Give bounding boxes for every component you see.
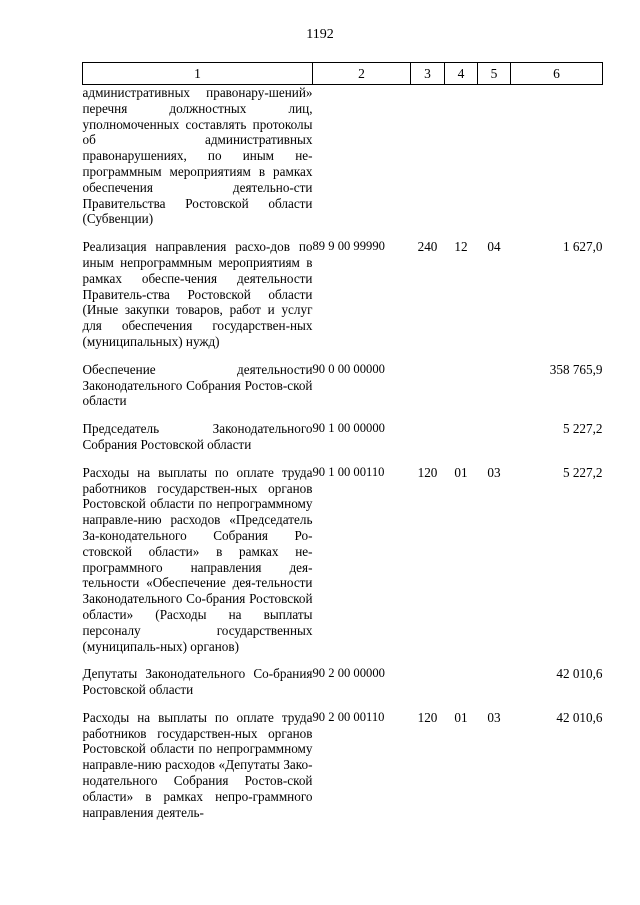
row-col-5	[478, 356, 511, 415]
row-col-5: 03	[487, 709, 501, 725]
row-amount	[511, 85, 603, 234]
row-col-3	[411, 660, 445, 704]
header-col-3: 3	[411, 63, 445, 85]
header-col-2: 2	[313, 63, 411, 85]
table-row	[83, 459, 603, 661]
row-col-3: 120	[417, 709, 438, 725]
row-col-3	[411, 85, 445, 234]
row-code: 90 1 00 00110	[312, 464, 385, 479]
row-amount: 5 227,2	[562, 421, 603, 437]
row-description: Расходы на выплаты по оплате труда работников государствен-ных органов Ростовской области по непрограммному направле-нию расходов «Председатель За-конодательного Собрания Ро-стовской области» в рамках не-программного направления дея-тельности «Обеспечение дея-тельности Законодательного Со-брания Ростовской области» (Расходы на выплаты персоналу государственных (муниципаль-ных) органов)	[82, 464, 313, 654]
row-col-4	[445, 415, 478, 459]
row-code: 89 9 00 99990	[312, 239, 385, 254]
header-col-5: 5	[478, 63, 511, 85]
row-amount: 5 227,2	[562, 464, 603, 480]
table-row	[83, 415, 603, 459]
row-code: 90 0 00 00000	[312, 361, 385, 376]
row-description: Обеспечение деятельности Законодательного Собрания Ростов-ской области	[82, 361, 313, 409]
row-description: Депутаты Законодательного Со-брания Ростовской области	[82, 666, 313, 698]
row-col-4	[445, 85, 478, 234]
row-amount: 42 010,6	[556, 666, 603, 682]
row-code: 90 2 00 00110	[312, 709, 385, 724]
header-col-6: 6	[511, 63, 603, 85]
row-col-5	[478, 660, 511, 704]
table-row	[83, 233, 603, 356]
row-col-4: 12	[454, 239, 468, 255]
row-amount: 1 627,0	[562, 239, 603, 255]
row-col-5: 03	[487, 464, 501, 480]
row-col-4: 01	[454, 709, 468, 725]
row-col-5: 04	[487, 239, 501, 255]
row-col-4: 01	[454, 464, 468, 480]
row-col-5	[478, 85, 511, 234]
row-description: Председатель Законодательного Собрания Ростовской области	[82, 421, 313, 452]
header-col-1: 1	[83, 63, 313, 85]
row-code	[313, 85, 411, 234]
table-row	[83, 85, 603, 234]
row-col-3: 120	[417, 464, 438, 480]
row-code: 90 2 00 00000	[312, 666, 385, 681]
page-number: 1192	[306, 27, 334, 42]
row-description: Расходы на выплаты по оплате труда работников государствен-ных органов Ростовской области по непрограммному направле-нию расходов «Депутаты Зако-нодательного Собрания Ростов-ской области» в рамках непро-граммного направления деятель-	[82, 709, 313, 820]
row-code: 90 1 00 00000	[312, 421, 385, 436]
table-row	[83, 704, 603, 827]
row-col-3: 240	[417, 239, 438, 255]
row-col-4	[445, 660, 478, 704]
budget-table	[82, 62, 603, 826]
header-col-4: 4	[445, 63, 478, 85]
row-amount: 358 765,9	[549, 361, 603, 377]
row-description: административных правонару-шений» перечня должностных лиц, уполномоченных составлять протоколы об административных правонарушениях, по иным не-программным мероприятиям в рамках обеспечения деятельно-сти Правительства Ростовской области (Субвенции)	[82, 85, 313, 227]
row-description: Реализация направления расхо-дов по иным непрограммным мероприятиям в рамках обеспе-чения деятельности Правитель-ства Ростовской области (Иные закупки товаров, работ и услуг для обеспечения государствен-ных (муниципальных) нужд)	[82, 239, 313, 349]
row-col-5	[478, 415, 511, 459]
row-col-4	[445, 356, 478, 415]
table-row	[83, 660, 603, 704]
row-amount: 42 010,6	[556, 709, 603, 725]
table-row	[83, 356, 603, 415]
row-col-3	[411, 415, 445, 459]
row-col-3	[411, 356, 445, 415]
table-header-row	[83, 63, 603, 85]
